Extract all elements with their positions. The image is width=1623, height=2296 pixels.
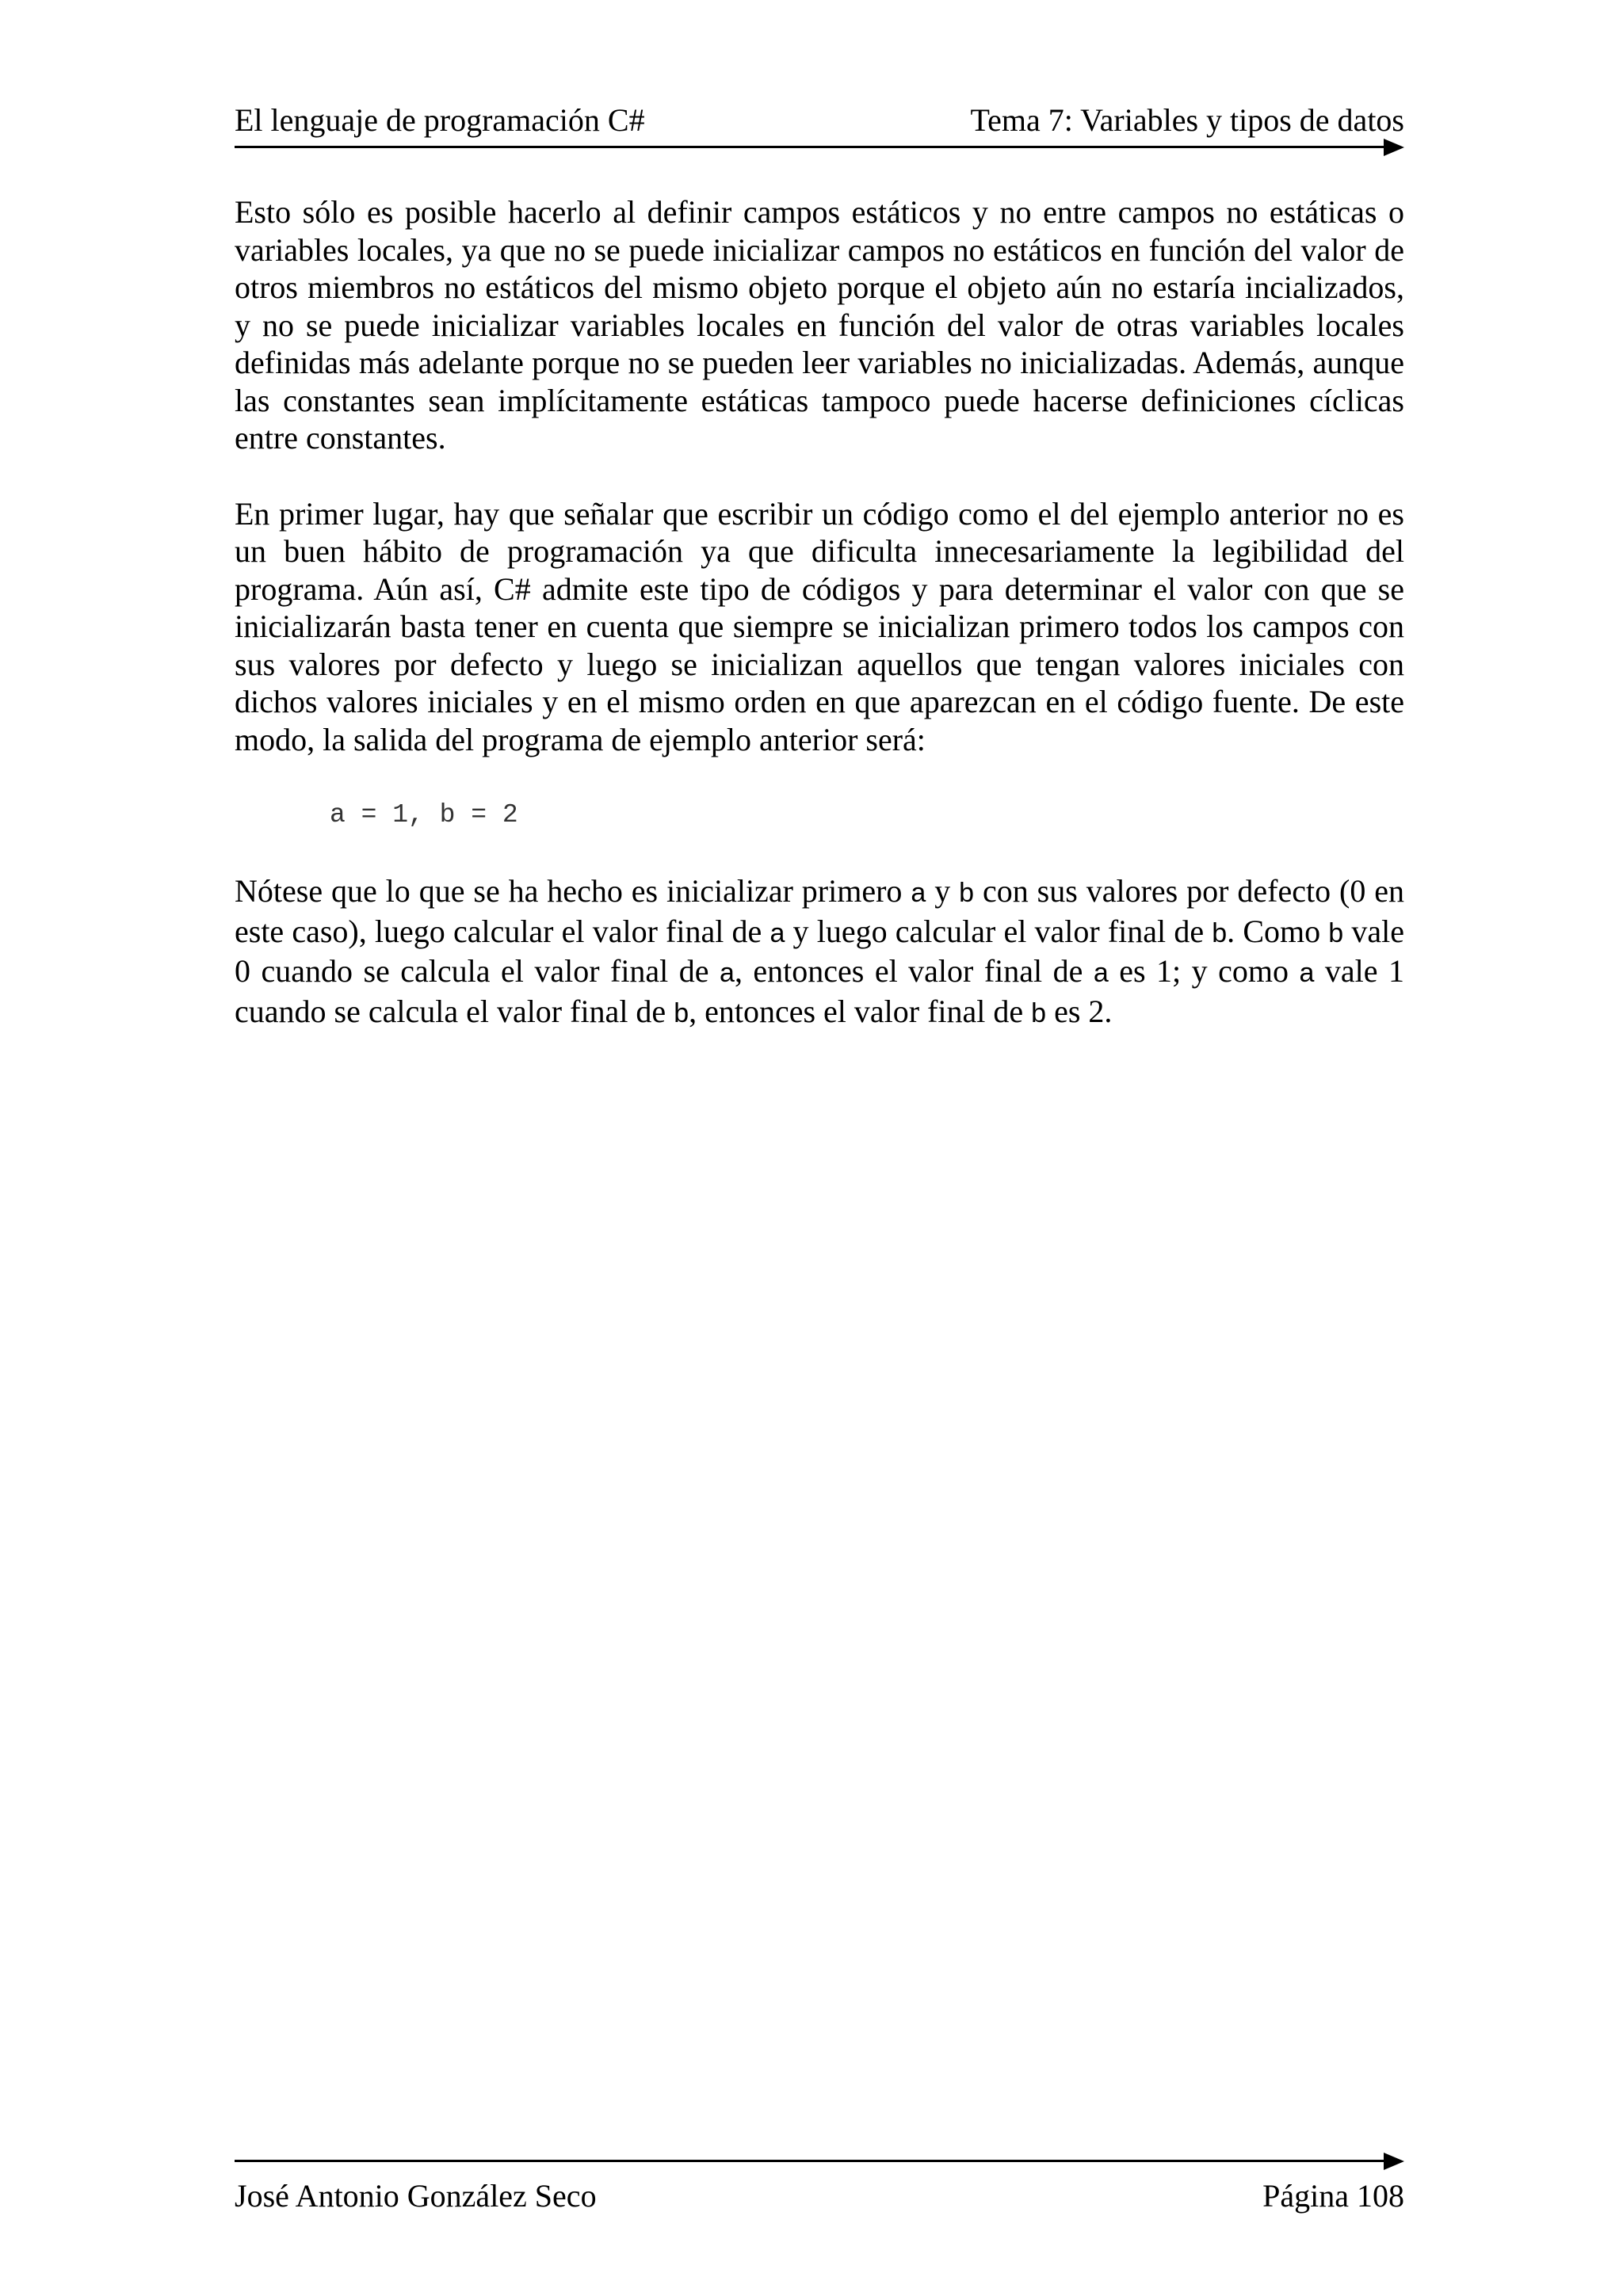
page-body (235, 193, 1404, 1070)
inline-code: b (674, 997, 689, 1028)
paragraph-explanation (235, 872, 1404, 1032)
text-segment: , entonces el valor final de (734, 953, 1094, 989)
text-segment: Nótese que lo que se ha hecho es inicializar primero (235, 873, 911, 909)
inline-code: a (769, 917, 785, 948)
footer-page-number: Página 108 (1262, 2178, 1404, 2214)
footer-author: José Antonio González Seco (235, 2178, 597, 2214)
inline-code: b (1328, 917, 1344, 948)
text-segment: vale 0 cuando se calcula el valor final de (235, 913, 1405, 989)
text-segment: con sus valores por defecto (0 en este caso), luego calcular el valor final de (235, 873, 1405, 949)
inline-code: a (720, 958, 735, 988)
header-arrow-icon (1384, 139, 1404, 156)
text-segment: , entonces el valor final de (689, 993, 1032, 1029)
text-segment: vale 1 cuando se calcula el valor final de (235, 953, 1404, 1029)
text-segment: es 2. (1046, 993, 1113, 1029)
paragraph-initialization-order: En primer lugar, hay que señalar que escribir un código como el del ejemplo anterior no es un buen hábito de programación ya que dificulta innecesariamente la legibilidad del programa. Aún así, C# admite este tipo de códigos y para determinar el valor con que se inicializarán basta tener en cuenta que siempre se inicializan primero todos los campos con sus valores por defecto y luego se inicializan aquellos que tengan valores iniciales con dichos valores iniciales y en el mismo orden en que aparezcan en el código fuente. De este modo, la salida del programa de ejemplo anterior será: (235, 495, 1404, 757)
page-footer (235, 2160, 1404, 2214)
header-book-title: El lenguaje de programación C# (235, 102, 645, 138)
inline-code: a (1299, 958, 1315, 988)
inline-code: a (1093, 958, 1109, 988)
page-header (235, 95, 1404, 146)
text-segment: y (926, 873, 960, 909)
inline-code: b (1212, 917, 1228, 948)
code-output: a = 1, b = 2 (330, 800, 518, 830)
text-segment: y luego calcular el valor final de (785, 913, 1212, 949)
text-segment: . Como (1227, 913, 1329, 949)
inline-code: b (1031, 997, 1047, 1028)
header-chapter-title: Tema 7: Variables y tipos de datos (970, 102, 1404, 138)
inline-code: a (911, 878, 926, 908)
paragraph-static-fields: Esto sólo es posible hacerlo al definir campos estáticos y no entre campos no estáticas o variables locales, ya que no se puede inicializar campos no estáticos en función del valor de otros miembros no estáticos del mismo objeto porque el objeto aún no estaría incializados, y no se puede inicializar variables locales en función del valor de otras variables locales definidas más adelante porque no se pueden leer variables no inicializadas. Además, aunque las constantes sean implícitamente estáticas tampoco puede hacerse definiciones cíclicas entre constantes. (235, 194, 1404, 456)
header-rule (235, 146, 1384, 148)
text-segment: es 1; y como (1108, 953, 1300, 989)
inline-code: b (959, 878, 975, 908)
